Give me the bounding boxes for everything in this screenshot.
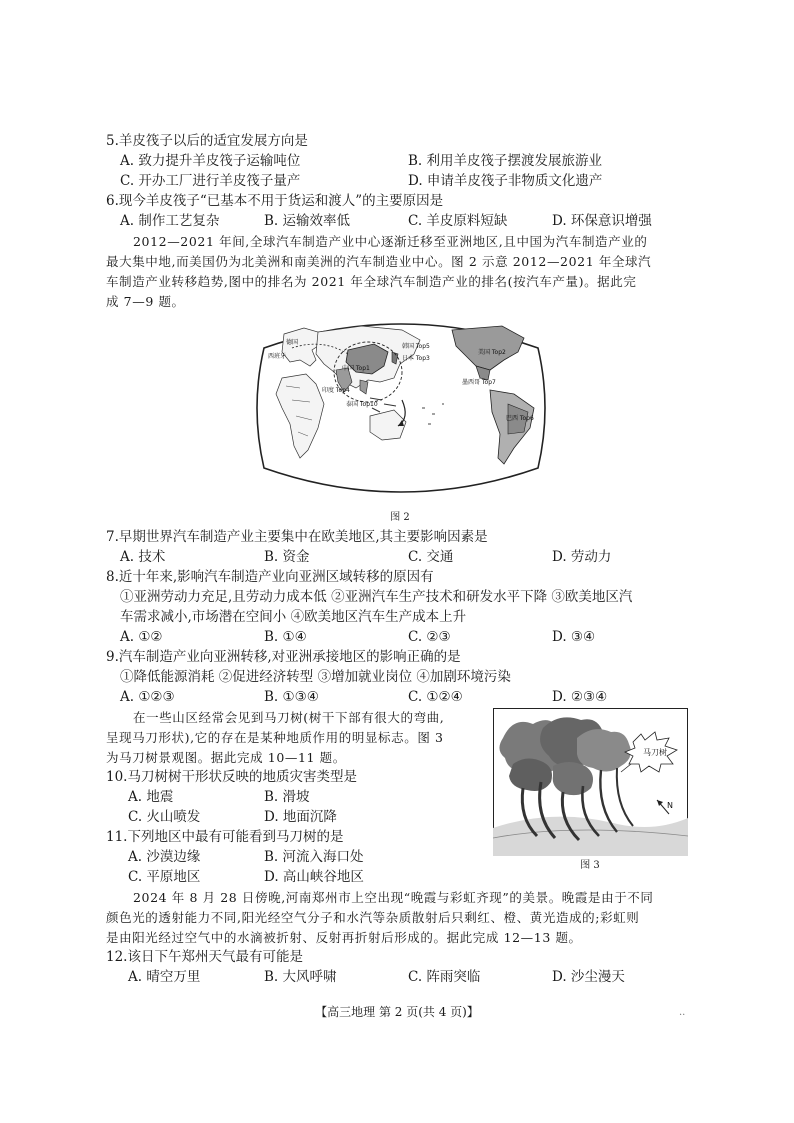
passage2-line-3: 为马刀树景观图。据此完成 10—11 题。 [106, 750, 346, 765]
map-label-thailand: 泰国 Top10 [346, 401, 378, 408]
q12-option-b[interactable]: B. 大风呼啸 [264, 969, 337, 985]
map-label-spain: 西班牙 [268, 353, 287, 360]
q12-option-c[interactable]: C. 阵雨突临 [408, 969, 481, 985]
q8-items-line-2: 车需求减小,市场潜在空间小 ④欧美地区汽车生产成本上升 [120, 609, 467, 625]
q5-option-c[interactable]: C. 开办工厂进行羊皮筏子量产 [120, 173, 301, 189]
map-label-brazil: 巴西 Top6 [506, 415, 534, 422]
q8-option-c[interactable]: C. ②③ [408, 629, 451, 645]
q7-option-d[interactable]: D. 劳动力 [552, 549, 612, 565]
q6-option-d[interactable]: D. 环保意识增强 [552, 213, 652, 229]
q11-option-c[interactable]: C. 平原地区 [128, 869, 201, 885]
q12-stem: 12.该日下午郑州天气最有可能是 [106, 949, 303, 965]
map-label-germany: 德国 [286, 339, 299, 346]
q9-option-b[interactable]: B. ①③④ [264, 689, 319, 705]
passage3-line-2: 颜色光的透射能力不同,阳光经空气分子和水汽等杂质散射后只剩红、橙、黄光造成的;彩虹则 [106, 910, 640, 925]
map-label-india: 印度 Top4 [322, 387, 350, 394]
figure-3-callout-label: 马刀树 [643, 748, 667, 757]
passage1-line-1: 2012—2021 年间,全球汽车制造产业中心逐渐迁移至亚洲地区,且中国为汽车制造产业的 [133, 234, 648, 249]
page-footer: 【高三地理 第 2 页(共 4 页)】 [315, 1005, 479, 1019]
passage1-line-2: 最大集中地,而美国仍为北美洲和南美洲的汽车制造业中心。图 2 示意 2012—2021 年全球汽 [106, 254, 652, 269]
q8-option-d[interactable]: D. ③④ [552, 629, 596, 645]
passage3-line-1: 2024 年 8 月 28 日傍晚,河南郑州市上空出现“晚霞与彩虹齐现”的美景。晚霞是由于不同 [133, 890, 654, 905]
q6-option-a[interactable]: A. 制作工艺复杂 [120, 213, 220, 229]
q10-option-a[interactable]: A. 地震 [128, 789, 174, 805]
map-label-china: 中国 Top1 [342, 365, 370, 372]
q9-option-a[interactable]: A. ①②③ [120, 689, 175, 705]
q8-stem: 8.近十年来,影响汽车制造产业向亚洲区域转移的原因有 [106, 569, 434, 585]
q10-option-d[interactable]: D. 地面沉降 [264, 809, 337, 825]
q11-option-a[interactable]: A. 沙漠边缘 [128, 849, 201, 865]
q11-option-d[interactable]: D. 高山峡谷地区 [264, 869, 364, 885]
q6-stem: 6.现今羊皮筏子“已基本不用于货运和渡人”的主要原因是 [106, 193, 444, 209]
passage3-line-3: 是由阳光经过空气中的水滴被折射、反射再折射后形成的。据此完成 12—13 题。 [106, 930, 582, 945]
q9-option-d[interactable]: D. ②③④ [552, 689, 608, 705]
q8-option-a[interactable]: A. ①② [120, 629, 163, 645]
q5-option-b[interactable]: B. 利用羊皮筏子摆渡发展旅游业 [408, 153, 603, 169]
q6-option-c[interactable]: C. 羊皮原料短缺 [408, 213, 508, 229]
q7-option-c[interactable]: C. 交通 [408, 549, 454, 565]
q12-option-a[interactable]: A. 晴空万里 [128, 969, 201, 985]
q7-option-b[interactable]: B. 资金 [264, 549, 310, 565]
q9-stem: 9.汽车制造产业向亚洲转移,对亚洲承接地区的影响正确的是 [106, 649, 461, 665]
passage1-line-4: 成 7—9 题。 [106, 294, 185, 309]
q7-option-a[interactable]: A. 技术 [120, 549, 166, 565]
q10-stem: 10.马刀树树干形状反映的地质灾害类型是 [106, 769, 357, 785]
q10-option-b[interactable]: B. 滑坡 [264, 789, 310, 805]
map-label-korea: 韩国 Top5 [402, 343, 430, 350]
passage1-line-3: 车制造产业转移趋势,图中的排名为 2021 年全球汽车制造产业的排名(按汽车产量)。据此完 [106, 274, 637, 289]
footer-mark: .. [679, 1007, 686, 1018]
q12-option-d[interactable]: D. 沙尘漫天 [552, 969, 625, 985]
figure-3-north-label: N [667, 801, 673, 810]
q8-items-line-1: ①亚洲劳动力充足,且劳动力成本低 ②亚洲汽车生产技术和研发水平下降 ③欧美地区汽 [120, 589, 633, 605]
q9-option-c[interactable]: C. ①②④ [408, 689, 463, 705]
q8-option-b[interactable]: B. ①④ [264, 629, 307, 645]
q6-option-b[interactable]: B. 运输效率低 [264, 213, 351, 229]
q11-stem: 11.下列地区中最有可能看到马刀树的是 [106, 829, 344, 845]
figure-3-saber-tree-image [493, 708, 688, 856]
map-label-japan: 日本 Top3 [402, 355, 430, 362]
map-label-usa: 美国 Top2 [478, 349, 506, 356]
q9-items: ①降低能源消耗 ②促进经济转型 ③增加就业岗位 ④加剧环境污染 [120, 669, 511, 685]
figure-2-caption: 图 2 [390, 512, 410, 523]
passage2-line-1: 在一些山区经常会见到马刀树(树干下部有很大的弯曲, [133, 710, 445, 725]
q10-option-c[interactable]: C. 火山喷发 [128, 809, 201, 825]
q5-option-d[interactable]: D. 申请羊皮筏子非物质文化遗产 [408, 173, 603, 189]
q11-option-b[interactable]: B. 河流入海口处 [264, 849, 364, 865]
passage2-line-2: 呈现马刀形状),它的存在是某种地质作用的明显标志。图 3 [106, 730, 444, 745]
q5-stem: 5.羊皮筏子以后的适宜发展方向是 [106, 133, 308, 149]
q7-stem: 7.早期世界汽车制造产业主要集中在欧美地区,其主要影响因素是 [106, 529, 488, 545]
figure-3-caption: 图 3 [580, 860, 600, 871]
q5-option-a[interactable]: A. 致力提升羊皮筏子运输吨位 [120, 153, 301, 169]
map-label-mexico: 墨西哥 Top7 [462, 379, 496, 386]
figure-2-world-map [252, 308, 550, 508]
